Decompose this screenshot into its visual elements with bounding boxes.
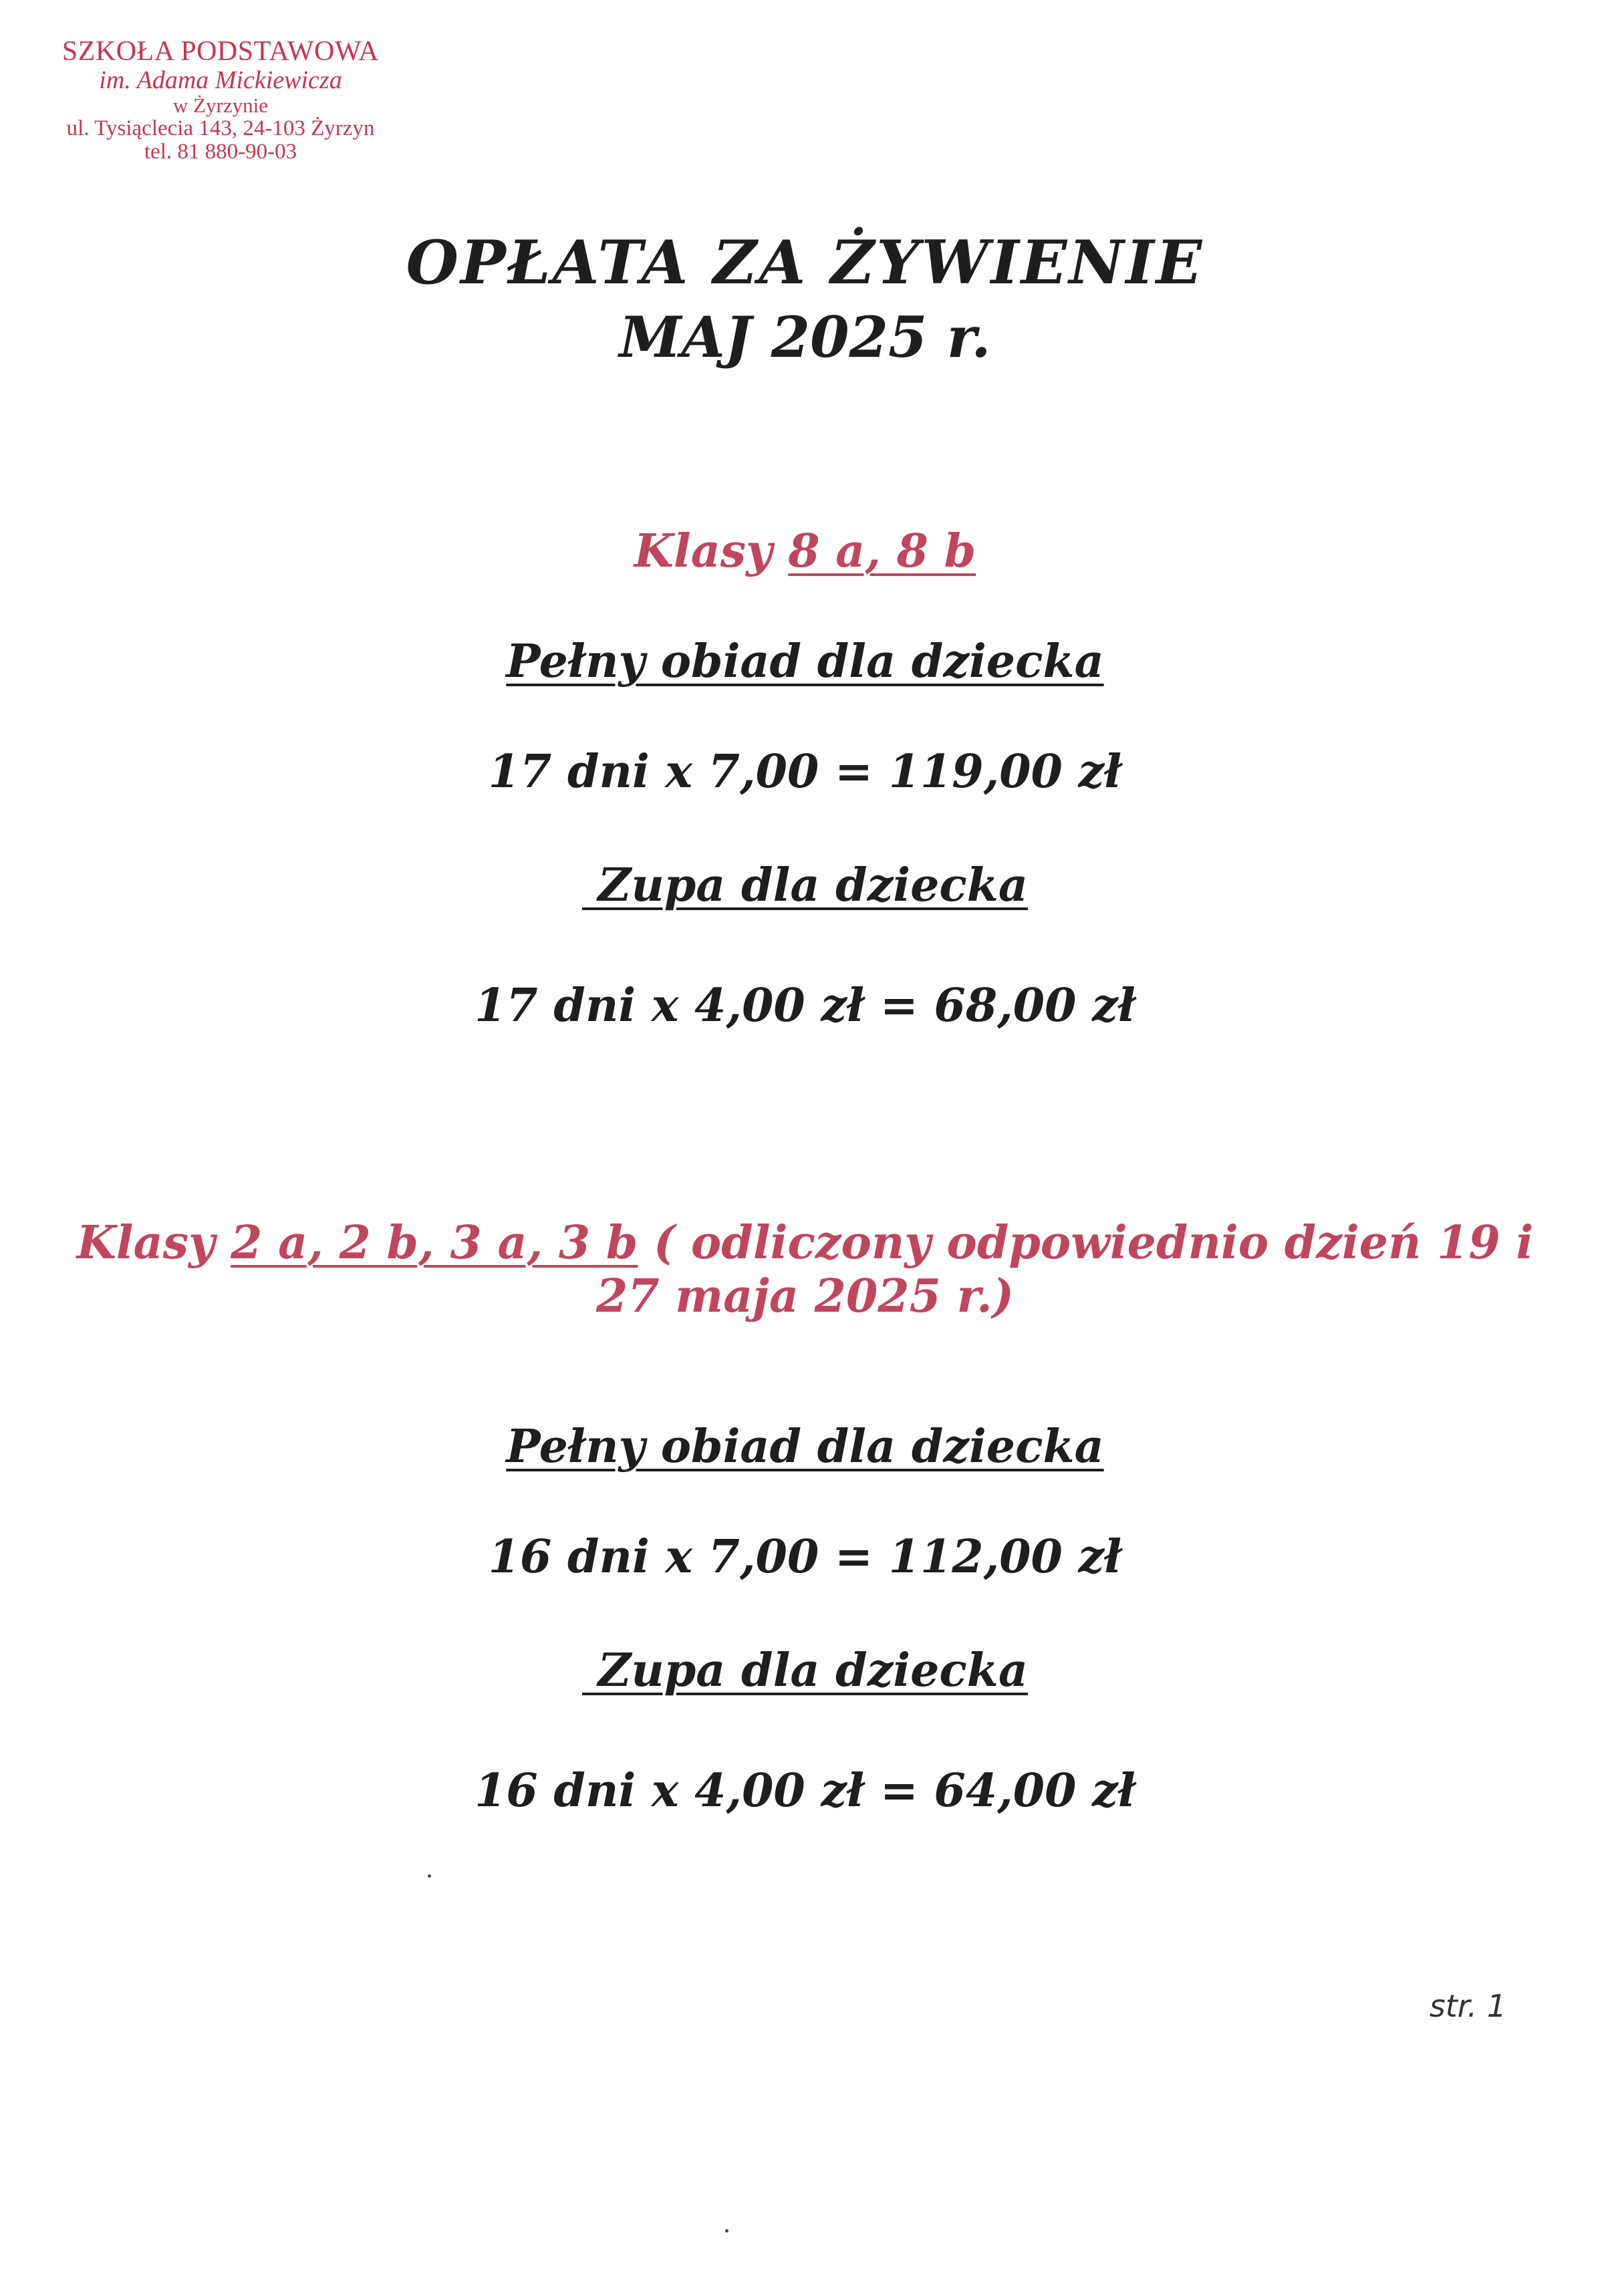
- group2-full-meal-label: [0, 1420, 1610, 1473]
- group2-soup-label-text: Zupa dla dziecka: [582, 1644, 1028, 1697]
- stamp-patron: im. Adama Mickiewicza: [99, 66, 342, 95]
- group1-soup-label: [0, 859, 1610, 912]
- school-stamp: [27, 37, 414, 164]
- page-number: str. 1: [1429, 1988, 1506, 2024]
- group1-full-meal-label: [0, 635, 1610, 688]
- group1-soup-label-text: Zupa dla dziecka: [582, 859, 1028, 912]
- group2-classes: 2 a, 2 b, 3 a, 3 b: [231, 1216, 638, 1270]
- group1-full-meal-label-text: Pełny obiad dla dziecka: [506, 635, 1104, 688]
- group2-soup-label: [0, 1644, 1610, 1697]
- document-subtitle-month: MAJ 2025 r.: [619, 304, 991, 370]
- group2-full-meal-calc: 16 dni x 7,00 = 112,00 zł: [488, 1530, 1122, 1584]
- scan-speck: [428, 1874, 431, 1878]
- group1-soup-calc: 17 dni x 4,00 zł = 68,00 zł: [475, 979, 1135, 1032]
- group2-full-meal-label-text: Pełny obiad dla dziecka: [506, 1420, 1104, 1473]
- document-title: OPŁATA ZA ŻYWIENIE: [406, 227, 1204, 298]
- group1-heading-prefix: Klasy: [634, 525, 789, 578]
- group2-heading-note-cont: 27 maja 2025 r.): [595, 1270, 1014, 1323]
- stamp-phone: tel. 81 880-90-03: [144, 140, 297, 164]
- group2-heading-note: ( odliczony odpowiednio dzień 19 i: [638, 1216, 1534, 1270]
- group1-heading: [0, 525, 1610, 578]
- stamp-address: ul. Tysiąclecia 143, 24-103 Żyrzyn: [66, 116, 375, 140]
- stamp-town: w Żyrzynie: [172, 94, 269, 118]
- group1-classes: 8 a, 8 b: [788, 525, 976, 578]
- group2-heading-prefix: Klasy: [76, 1216, 231, 1270]
- group2-heading: [0, 1216, 1610, 1270]
- stamp-school-name: SZKOŁA PODSTAWOWA: [61, 36, 380, 67]
- group2-soup-calc: 16 dni x 4,00 zł = 64,00 zł: [475, 1764, 1135, 1818]
- scan-speck: [725, 2229, 728, 2233]
- group1-full-meal-calc: 17 dni x 7,00 = 119,00 zł: [488, 745, 1122, 799]
